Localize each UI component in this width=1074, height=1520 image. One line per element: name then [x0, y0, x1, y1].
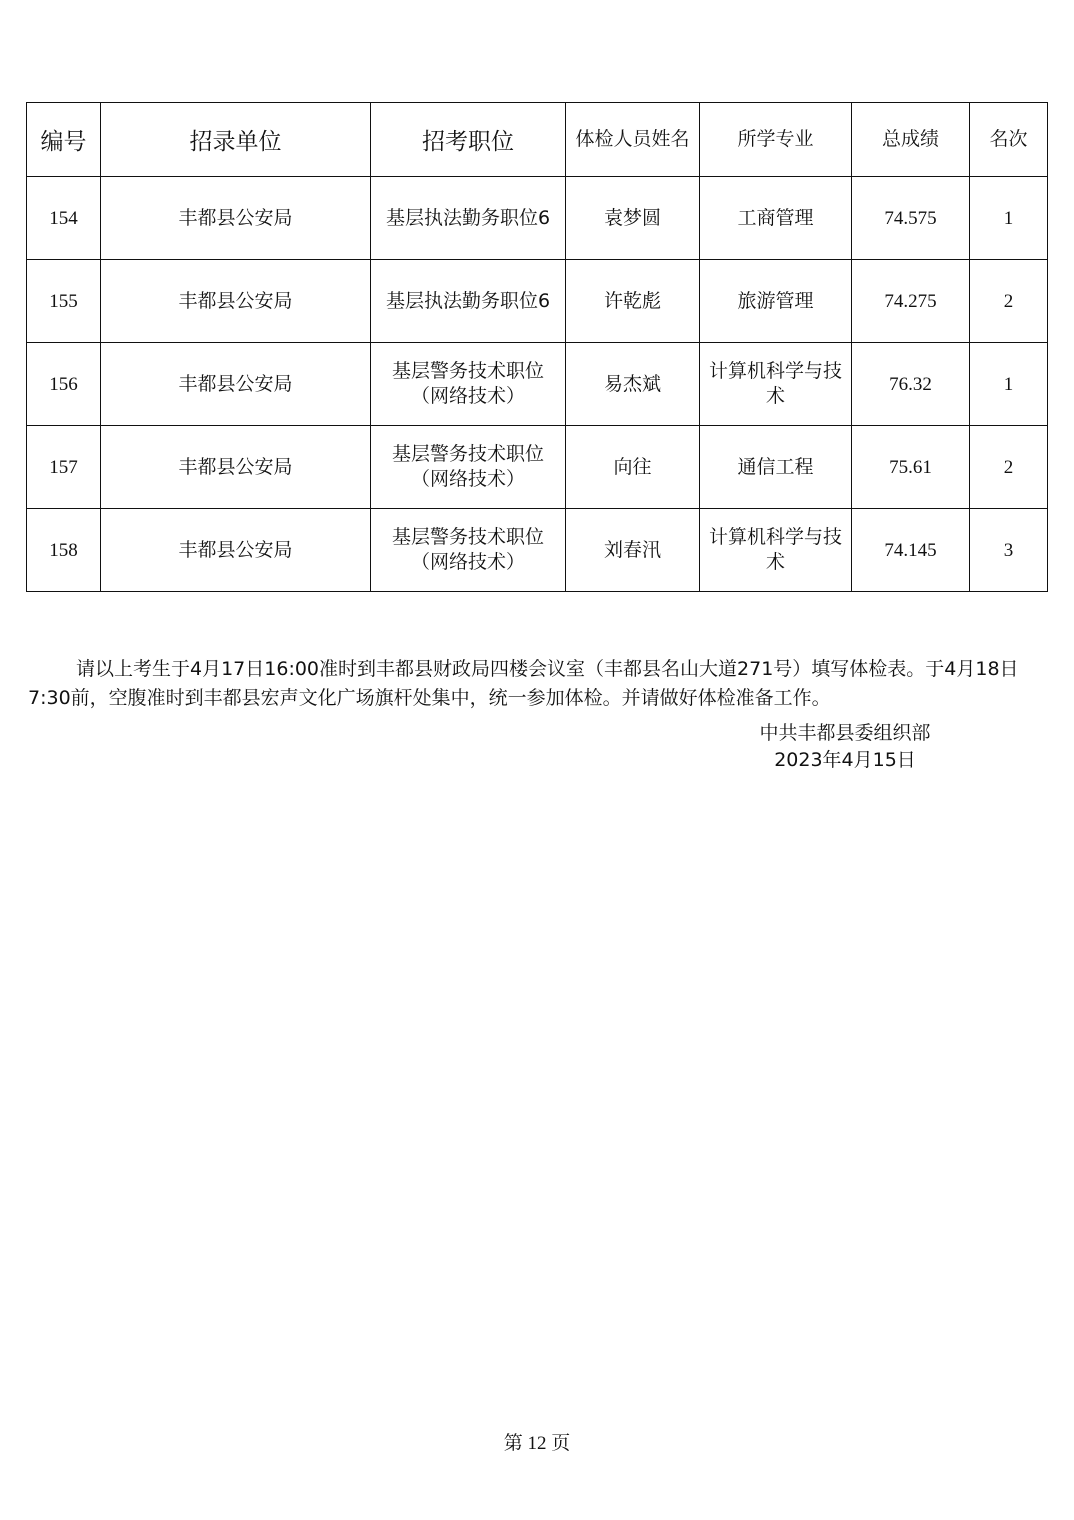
- header-position: 招考职位: [371, 103, 566, 177]
- table-row: [27, 343, 1048, 426]
- cell-major: 旅游管理: [700, 260, 852, 343]
- cell-name: 袁梦圆: [566, 177, 700, 260]
- cell-position: 基层警务技术职位（网络技术）: [371, 426, 566, 509]
- cell-name: 易杰斌: [566, 343, 700, 426]
- cell-score: 74.145: [852, 509, 970, 592]
- exam-notice-paragraph: 请以上考生于4月17日16:00准时到丰都县财政局四楼会议室（丰都县名山大道271号）填写体检表。于4月18日7:30前，空腹准时到丰都县宏声文化广场旗杆处集中，统一参加体检。并请做好体检准备工作。: [28, 658, 1019, 709]
- cell-major: 工商管理: [700, 177, 852, 260]
- cell-id: 157: [27, 426, 101, 509]
- cell-id: 155: [27, 260, 101, 343]
- header-name: 体检人员姓名: [566, 103, 700, 177]
- cell-unit: 丰都县公安局: [101, 177, 371, 260]
- header-rank: 名次: [970, 103, 1048, 177]
- header-unit: 招录单位: [101, 103, 371, 177]
- cell-id: 158: [27, 509, 101, 592]
- signature-date: 2023年4月15日: [774, 749, 916, 771]
- signature-block: [740, 720, 950, 774]
- cell-score: 74.575: [852, 177, 970, 260]
- table-row: [27, 426, 1048, 509]
- signature-org: 中共丰都县委组织部: [759, 722, 931, 744]
- cell-unit: 丰都县公安局: [101, 260, 371, 343]
- table-header-row: [27, 103, 1048, 177]
- cell-rank: 1: [970, 177, 1048, 260]
- cell-score: 75.61: [852, 426, 970, 509]
- cell-rank: 2: [970, 426, 1048, 509]
- cell-rank: 3: [970, 509, 1048, 592]
- cell-unit: 丰都县公安局: [101, 509, 371, 592]
- cell-name: 向往: [566, 426, 700, 509]
- cell-score: 76.32: [852, 343, 970, 426]
- cell-position: 基层警务技术职位（网络技术）: [371, 509, 566, 592]
- cell-unit: 丰都县公安局: [101, 343, 371, 426]
- table-row: [27, 509, 1048, 592]
- cell-position: 基层执法勤务职位6: [371, 177, 566, 260]
- table-row: [27, 177, 1048, 260]
- cell-position: 基层警务技术职位（网络技术）: [371, 343, 566, 426]
- cell-name: 许乾彪: [566, 260, 700, 343]
- cell-id: 154: [27, 177, 101, 260]
- cell-major: 通信工程: [700, 426, 852, 509]
- cell-score: 74.275: [852, 260, 970, 343]
- page-number: 第 12 页: [503, 1433, 571, 1454]
- cell-major: 计算机科学与技术: [700, 509, 852, 592]
- table-row: [27, 260, 1048, 343]
- cell-name: 刘春汛: [566, 509, 700, 592]
- cell-major: 计算机科学与技术: [700, 343, 852, 426]
- cell-rank: 2: [970, 260, 1048, 343]
- header-score: 总成绩: [852, 103, 970, 177]
- cell-unit: 丰都县公安局: [101, 426, 371, 509]
- cell-id: 156: [27, 343, 101, 426]
- exam-roster-table: [26, 102, 1048, 592]
- cell-rank: 1: [970, 343, 1048, 426]
- header-major: 所学专业: [700, 103, 852, 177]
- cell-position: 基层执法勤务职位6: [371, 260, 566, 343]
- header-id: 编号: [27, 103, 101, 177]
